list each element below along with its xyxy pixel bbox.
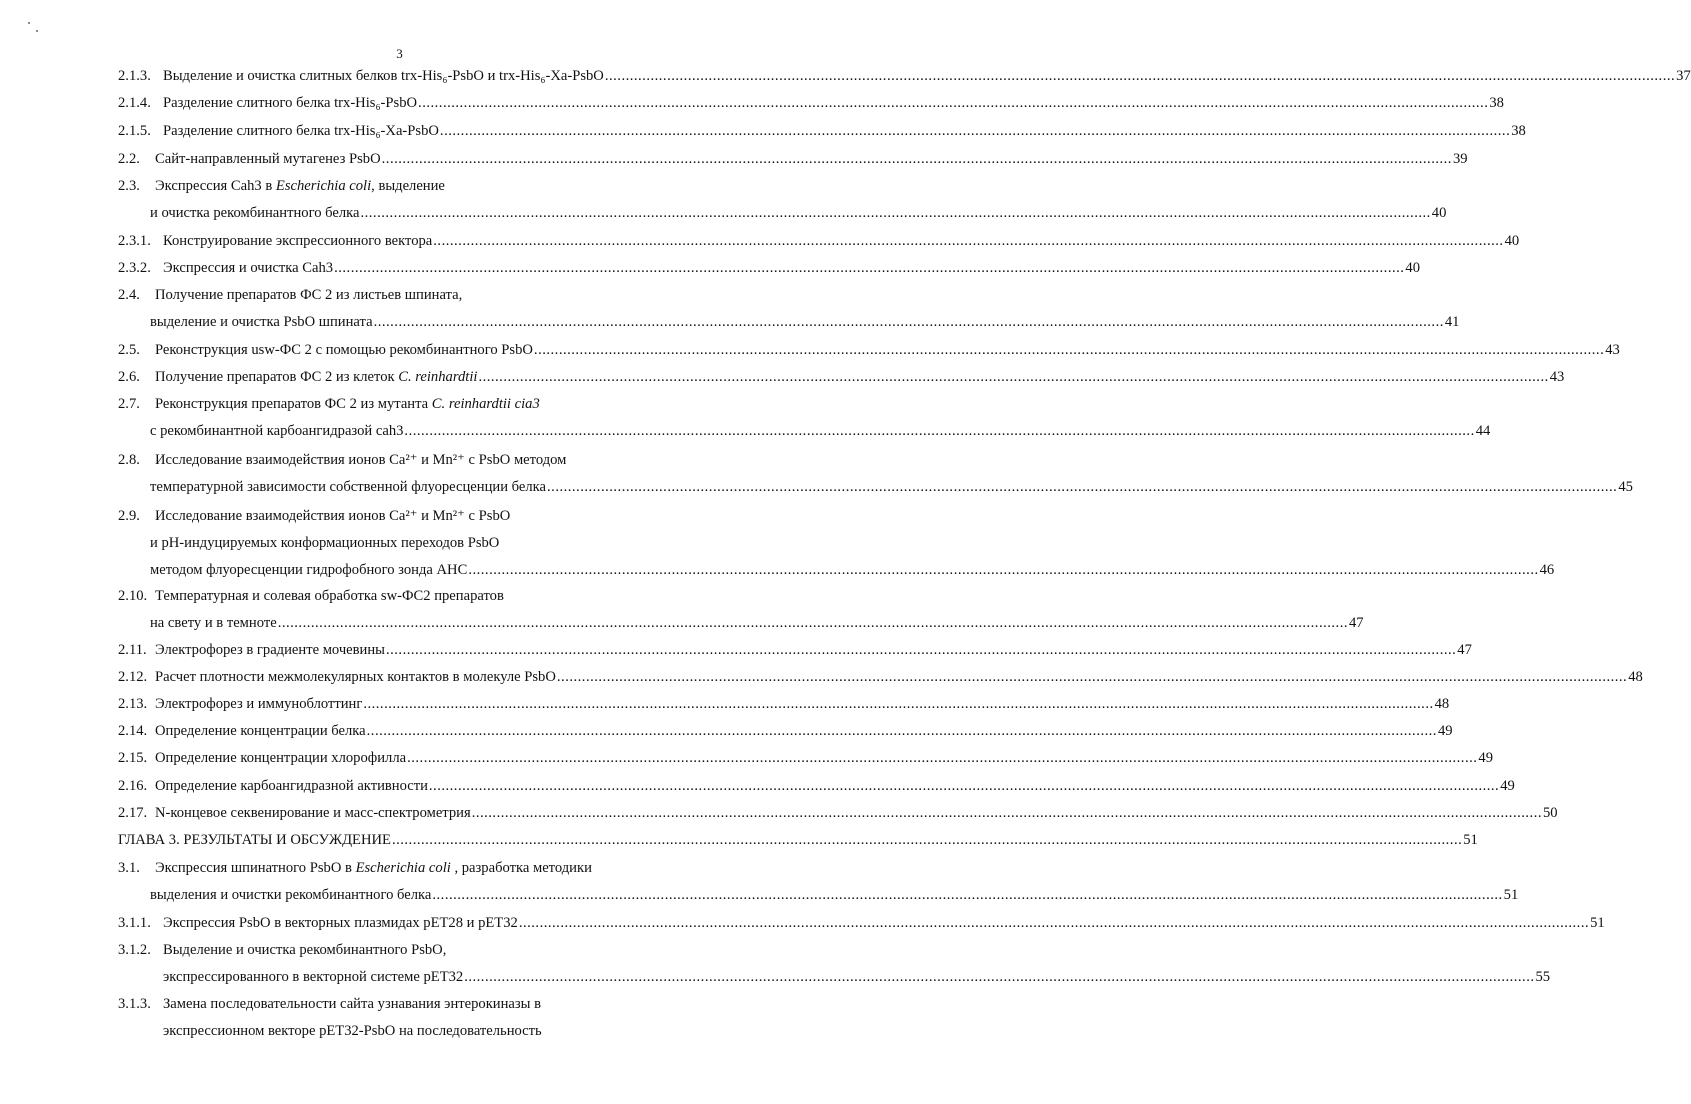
- toc-entry-page: 47: [1457, 642, 1472, 658]
- toc-entry: [0, 450, 748, 470]
- toc-entry: [0, 285, 748, 305]
- dot-leader: [334, 258, 1404, 278]
- toc-entry-title: Замена последовательности сайта узнавания энтерокиназы в: [163, 996, 541, 1012]
- toc-entry-number: 2.3.: [118, 178, 140, 194]
- toc-entry-title: выделение и очистка PsbO шпината: [150, 314, 373, 330]
- toc-entry-number: 2.9.: [118, 508, 140, 524]
- toc-entry-page: 47: [1348, 615, 1364, 631]
- dot-leader: [433, 231, 1503, 251]
- toc-entry-number: 2.1.4.: [118, 95, 151, 111]
- dot-leader: [407, 748, 1477, 768]
- toc-entry: [0, 913, 1605, 933]
- toc-entry-title: ГЛАВА 3. РЕЗУЛЬТАТЫ И ОБСУЖДЕНИЕ: [118, 832, 391, 848]
- toc-entry: [0, 506, 748, 526]
- toc-entry: [0, 667, 1643, 687]
- toc-entry-title: Получение препаратов ФС 2 из листьев шпината,: [155, 287, 463, 303]
- toc-entry-page: 51: [1503, 887, 1519, 903]
- dot-leader: [404, 421, 1474, 441]
- toc-entry: [0, 149, 1468, 169]
- toc-entry-page: 38: [1511, 123, 1526, 139]
- toc-entry-number: 2.8.: [118, 452, 140, 468]
- dot-leader: [429, 776, 1499, 796]
- toc-entry: [0, 421, 1491, 441]
- toc-entry: [0, 394, 748, 414]
- toc-entry-title: Исследование взаимодействия ионов Ca²⁺ и Mn²⁺ с PsbO методом: [155, 452, 567, 468]
- toc-entry: [0, 776, 1515, 796]
- dot-leader: [374, 312, 1444, 332]
- toc-entry: [0, 231, 1520, 251]
- toc-entry-page: 40: [1504, 233, 1520, 249]
- toc-entry: [0, 560, 1555, 580]
- toc-entry-number: 2.5.: [118, 342, 140, 358]
- toc-entry-title: Определение карбоангидразной активности: [155, 778, 428, 794]
- toc-entry: [0, 93, 1504, 113]
- toc-entry-page: 43: [1549, 369, 1565, 385]
- toc-entry-page: 49: [1500, 778, 1515, 794]
- toc-entry-page: 48: [1434, 696, 1450, 712]
- toc-entry-page: 49: [1437, 723, 1453, 739]
- toc-entry-title: Сайт-направленный мутагенез PsbO: [155, 151, 381, 167]
- toc-entry-title: на свету и в темноте: [150, 615, 277, 631]
- scan-speck: [28, 22, 30, 24]
- toc-entry-title: и pH-индуцируемых конформационных переходов PsbO: [150, 535, 500, 551]
- toc-entry-number: 2.15.: [118, 750, 148, 766]
- toc-entry-number: 2.1.3.: [118, 68, 151, 84]
- toc-entry: [0, 885, 1519, 905]
- toc-entry-number: 2.4.: [118, 287, 140, 303]
- dot-leader: [534, 340, 1604, 360]
- toc-entry-page: 51: [1590, 915, 1605, 931]
- toc-entry-number: 2.14.: [118, 723, 148, 739]
- toc-entry: [0, 640, 1472, 660]
- toc-entry: [0, 203, 1447, 223]
- dot-leader: [464, 967, 1534, 987]
- toc-entry-page: 37: [1676, 68, 1691, 84]
- toc-entry: [0, 940, 748, 960]
- toc-entry-page: 40: [1431, 205, 1447, 221]
- toc-entry: [0, 967, 1551, 987]
- toc-entry-page: 55: [1535, 969, 1551, 985]
- toc-entry-number: 3.1.: [118, 860, 140, 876]
- toc-entry-title: Экспрессия и очистка Cah3: [163, 260, 334, 276]
- toc-entry-title: Реконструкция usw-ФС 2 с помощью рекомбинантного PsbO: [155, 342, 533, 358]
- toc-entry-title: Выделение и очистка рекомбинантного PsbO,: [163, 942, 447, 958]
- toc-entry-title: с рекомбинантной карбоангидразой cah3: [150, 423, 404, 439]
- toc-entry: [0, 748, 1493, 768]
- toc-entry-number: 2.12.: [118, 669, 148, 685]
- toc-entry-title: Выделение и очистка слитных белков trx-His₆-PsbO и trx-His₆-Xa-PsbO: [163, 68, 604, 84]
- toc-entry: [0, 176, 748, 196]
- toc-entry-number: 2.16.: [118, 778, 148, 794]
- toc-entry-number: 2.1.5.: [118, 123, 151, 139]
- toc-entry: [0, 312, 1460, 332]
- toc-entry-number: 2.10.: [118, 588, 148, 604]
- toc-entry: [0, 477, 1633, 497]
- toc-entry: [0, 803, 1558, 823]
- toc-entry-page: 41: [1444, 314, 1460, 330]
- toc-entry: [0, 586, 748, 606]
- dot-leader: [367, 721, 1437, 741]
- toc-entry: [0, 694, 1450, 714]
- toc-entry: [0, 121, 1526, 141]
- dot-leader: [360, 203, 1430, 223]
- toc-entry-number: 2.6.: [118, 369, 140, 385]
- toc-entry-title: Расчет плотности межмолекулярных контактов в молекуле PsbO: [155, 669, 556, 685]
- toc-entry-title: Электрофорез в градиенте мочевины: [155, 642, 385, 658]
- toc-entry: [0, 340, 1620, 360]
- toc-entry-page: 51: [1463, 832, 1478, 848]
- toc-entry: [0, 613, 1364, 633]
- toc-entry-page: 46: [1539, 562, 1555, 578]
- toc-entry-number: 2.3.2.: [118, 260, 151, 276]
- toc-entry-page: 49: [1478, 750, 1493, 766]
- toc-entry-number: 3.1.1.: [118, 915, 151, 931]
- toc-entry: [0, 994, 748, 1014]
- dot-leader: [440, 121, 1510, 141]
- dot-leader: [278, 613, 1348, 633]
- dot-leader: [605, 66, 1675, 86]
- dot-leader: [386, 640, 1456, 660]
- toc-entry: [0, 1021, 748, 1041]
- toc-entry-title: и очистка рекомбинантного белка: [150, 205, 360, 221]
- toc-entry-page: 44: [1475, 423, 1491, 439]
- toc-entry-title: температурной зависимости собственной флуоресценции белка: [150, 479, 547, 495]
- toc-entry-page: 39: [1452, 151, 1468, 167]
- toc-entry-number: 2.13.: [118, 696, 148, 712]
- dot-leader: [557, 667, 1627, 687]
- toc-entry-number: 3.1.3.: [118, 996, 151, 1012]
- toc-entry-title: Температурная и солевая обработка sw-ФС2 препаратов: [155, 588, 504, 604]
- toc-entry-number: 2.3.1.: [118, 233, 151, 249]
- toc-entry-page: 45: [1618, 479, 1633, 495]
- toc-entry-title: Реконструкция препаратов ФС 2 из мутанта C. reinhardtii cia3: [155, 396, 540, 412]
- dot-leader: [382, 149, 1452, 169]
- toc-entry-title: Определение концентрации хлорофилла: [155, 750, 407, 766]
- toc-entry-title: Конструирование экспрессионного вектора: [163, 233, 433, 249]
- dot-leader: [468, 560, 1538, 580]
- toc-entry-title: методом флуоресценции гидрофобного зонда АНС: [150, 562, 468, 578]
- toc-entry: [0, 858, 748, 878]
- dot-leader: [432, 885, 1502, 905]
- scan-speck: [36, 30, 38, 32]
- toc-entry-title: Экспрессия шпинатного PsbO в Escherichia coli , разработка методики: [155, 860, 592, 876]
- dot-leader: [472, 803, 1542, 823]
- toc-entry-title: Разделение слитного белка trx-His₆-PsbO: [163, 95, 418, 111]
- toc-entry-number: 2.11.: [118, 642, 147, 658]
- toc-entry-title: выделения и очистки рекомбинантного белка: [150, 887, 432, 903]
- dot-leader: [478, 367, 1548, 387]
- toc-entry-page: 43: [1605, 342, 1620, 358]
- toc-entry: [0, 367, 1565, 387]
- toc-entry: [0, 533, 748, 553]
- page-number: 3: [396, 46, 403, 61]
- toc-entry: [0, 258, 1420, 278]
- toc-entry-title: Экспрессия Cah3 в Escherichia coli, выделение: [155, 178, 445, 194]
- toc-entry-number: 2.7.: [118, 396, 140, 412]
- dot-leader: [392, 830, 1462, 850]
- toc-entry-title: экспрессионном векторе pET32-PsbO на последовательность: [163, 1023, 542, 1039]
- toc-entry-title: Исследование взаимодействия ионов Ca²⁺ и Mn²⁺ с PsbO: [155, 508, 511, 524]
- toc-entry: [0, 66, 1691, 86]
- toc-entry-number: 3.1.2.: [118, 942, 151, 958]
- toc-entry-title: Определение концентрации белка: [155, 723, 366, 739]
- toc-entry: [0, 721, 1453, 741]
- toc-entry-title: экспрессированного в векторной системе pET32: [163, 969, 464, 985]
- dot-leader: [418, 93, 1488, 113]
- toc-entry-title: N-концевое секвенирование и масс-спектрометрия: [155, 805, 471, 821]
- toc-entry-title: Получение препаратов ФС 2 из клеток C. reinhardtii: [155, 369, 478, 385]
- toc-entry: [0, 830, 1478, 850]
- dot-leader: [363, 694, 1433, 714]
- toc-entry-title: Экспрессия PsbO в векторных плазмидах pET28 и pET32: [163, 915, 518, 931]
- toc-entry-page: 38: [1489, 95, 1504, 111]
- dot-leader: [519, 913, 1589, 933]
- toc-entry-page: 50: [1542, 805, 1558, 821]
- toc-entry-number: 2.2.: [118, 151, 140, 167]
- dot-leader: [547, 477, 1617, 497]
- toc-entry-title: Разделение слитного белка trx-His₆-Xa-PsbO: [163, 123, 439, 139]
- toc-entry-number: 2.17.: [118, 805, 148, 821]
- toc-entry-page: 48: [1628, 669, 1643, 685]
- toc-entry-page: 40: [1405, 260, 1420, 276]
- toc-entry-title: Электрофорез и иммуноблоттинг: [155, 696, 363, 712]
